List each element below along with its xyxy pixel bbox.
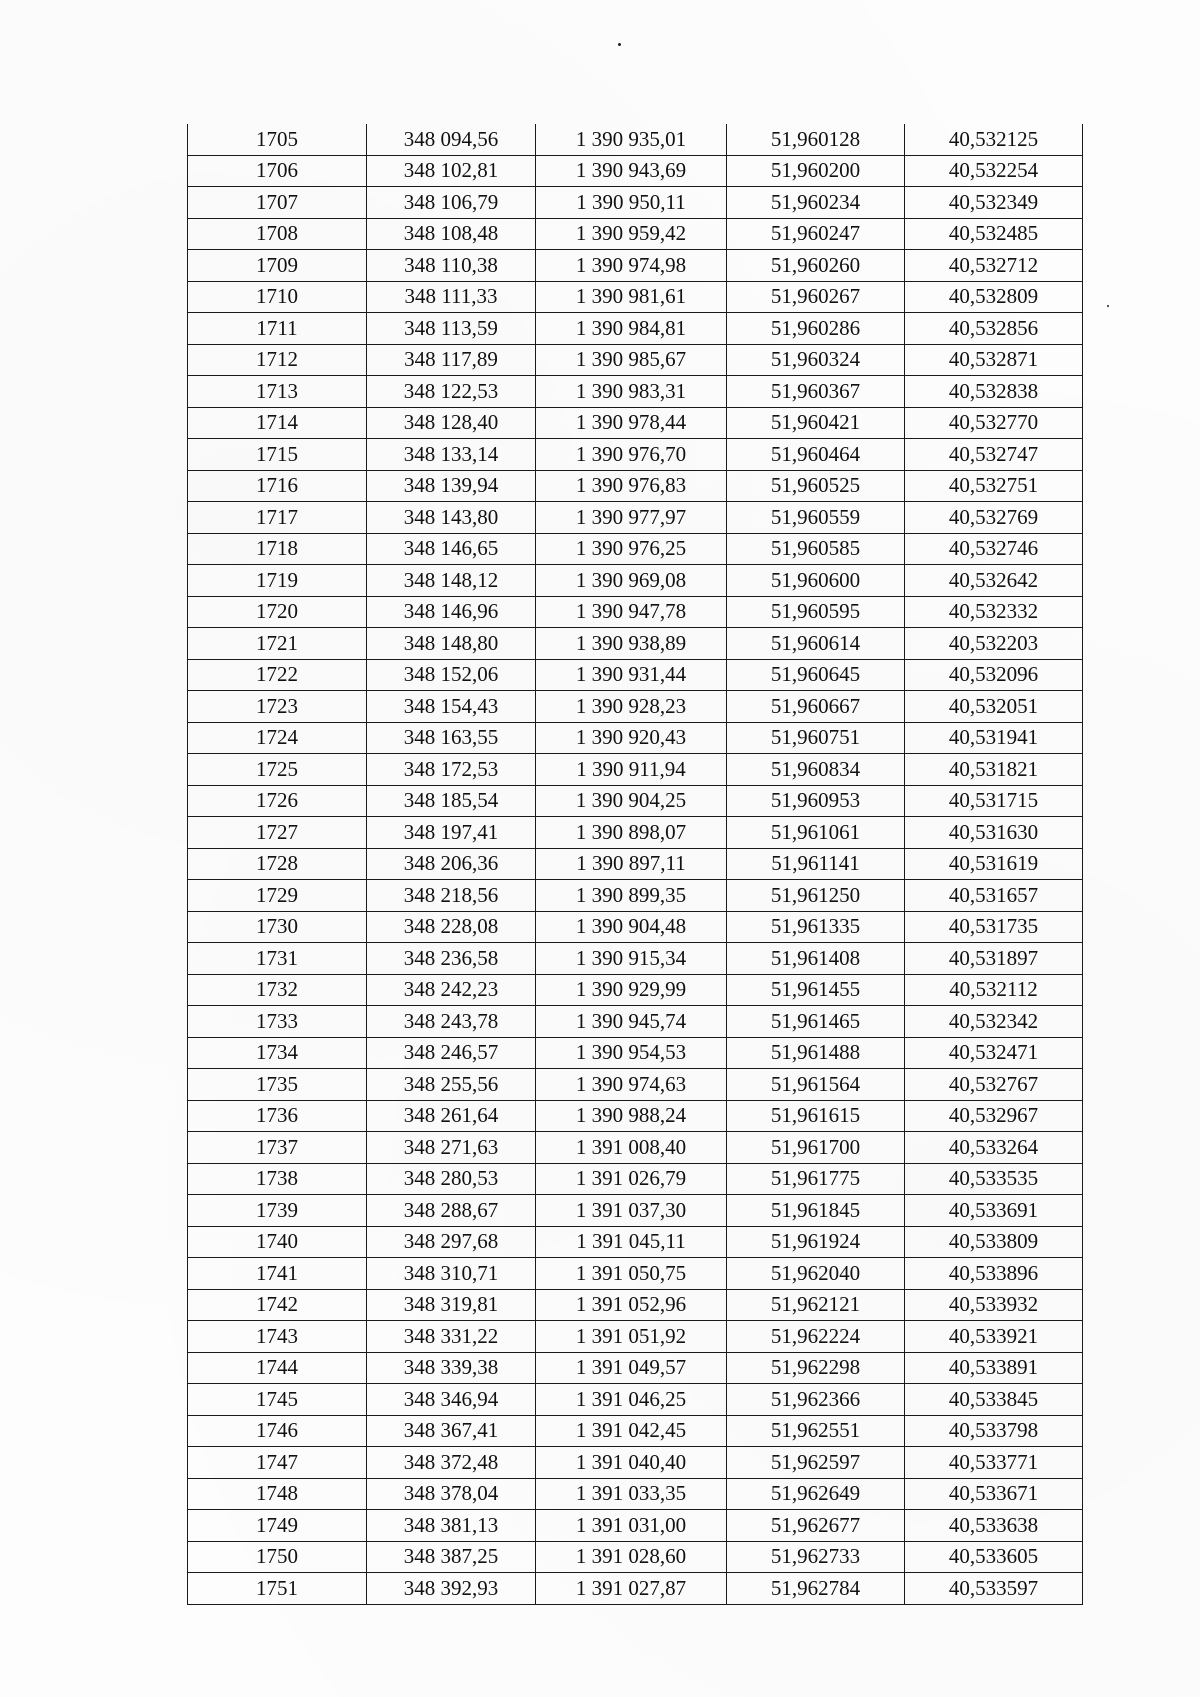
latitude-cell: 51,962677 <box>727 1510 905 1542</box>
point-number-cell: 1733 <box>188 1006 367 1038</box>
x-coordinate-cell: 348 113,59 <box>367 313 536 345</box>
longitude-cell: 40,532809 <box>905 281 1083 313</box>
latitude-cell: 51,960128 <box>727 124 905 155</box>
latitude-cell: 51,960953 <box>727 785 905 817</box>
y-coordinate-cell: 1 390 947,78 <box>536 596 727 628</box>
latitude-cell: 51,960267 <box>727 281 905 313</box>
point-number-cell: 1722 <box>188 659 367 691</box>
latitude-cell: 51,961465 <box>727 1006 905 1038</box>
point-number-cell: 1723 <box>188 691 367 723</box>
x-coordinate-cell: 348 133,14 <box>367 439 536 471</box>
x-coordinate-cell: 348 143,80 <box>367 502 536 534</box>
table-row <box>188 848 1083 880</box>
longitude-cell: 40,533638 <box>905 1510 1083 1542</box>
x-coordinate-cell: 348 102,81 <box>367 155 536 187</box>
point-number-cell: 1707 <box>188 187 367 219</box>
point-number-cell: 1730 <box>188 911 367 943</box>
point-number-cell: 1717 <box>188 502 367 534</box>
point-number-cell: 1726 <box>188 785 367 817</box>
table-row <box>188 1510 1083 1542</box>
x-coordinate-cell: 348 117,89 <box>367 344 536 376</box>
x-coordinate-cell: 348 346,94 <box>367 1384 536 1416</box>
y-coordinate-cell: 1 390 898,07 <box>536 817 727 849</box>
x-coordinate-cell: 348 154,43 <box>367 691 536 723</box>
latitude-cell: 51,961488 <box>727 1037 905 1069</box>
y-coordinate-cell: 1 391 037,30 <box>536 1195 727 1227</box>
longitude-cell: 40,532746 <box>905 533 1083 565</box>
table-row <box>188 1258 1083 1290</box>
table-row <box>188 596 1083 628</box>
longitude-cell: 40,532967 <box>905 1100 1083 1132</box>
y-coordinate-cell: 1 390 959,42 <box>536 218 727 250</box>
longitude-cell: 40,532342 <box>905 1006 1083 1038</box>
point-number-cell: 1724 <box>188 722 367 754</box>
x-coordinate-cell: 348 261,64 <box>367 1100 536 1132</box>
point-number-cell: 1725 <box>188 754 367 786</box>
y-coordinate-cell: 1 391 051,92 <box>536 1321 727 1353</box>
latitude-cell: 51,960367 <box>727 376 905 408</box>
latitude-cell: 51,960667 <box>727 691 905 723</box>
x-coordinate-cell: 348 246,57 <box>367 1037 536 1069</box>
longitude-cell: 40,533671 <box>905 1478 1083 1510</box>
y-coordinate-cell: 1 391 050,75 <box>536 1258 727 1290</box>
point-number-cell: 1712 <box>188 344 367 376</box>
longitude-cell: 40,533932 <box>905 1289 1083 1321</box>
table-row <box>188 439 1083 471</box>
longitude-cell: 40,533809 <box>905 1226 1083 1258</box>
table-row <box>188 155 1083 187</box>
y-coordinate-cell: 1 391 045,11 <box>536 1226 727 1258</box>
x-coordinate-cell: 348 128,40 <box>367 407 536 439</box>
y-coordinate-cell: 1 391 008,40 <box>536 1132 727 1164</box>
latitude-cell: 51,960234 <box>727 187 905 219</box>
latitude-cell: 51,962551 <box>727 1415 905 1447</box>
table-row <box>188 218 1083 250</box>
x-coordinate-cell: 348 108,48 <box>367 218 536 250</box>
y-coordinate-cell: 1 390 984,81 <box>536 313 727 345</box>
table-row <box>188 1069 1083 1101</box>
y-coordinate-cell: 1 390 985,67 <box>536 344 727 376</box>
x-coordinate-cell: 348 146,65 <box>367 533 536 565</box>
point-number-cell: 1737 <box>188 1132 367 1164</box>
longitude-cell: 40,532642 <box>905 565 1083 597</box>
point-number-cell: 1744 <box>188 1352 367 1384</box>
longitude-cell: 40,532769 <box>905 502 1083 534</box>
x-coordinate-cell: 348 297,68 <box>367 1226 536 1258</box>
table-row <box>188 1037 1083 1069</box>
latitude-cell: 51,960286 <box>727 313 905 345</box>
table-row <box>188 1132 1083 1164</box>
latitude-cell: 51,960324 <box>727 344 905 376</box>
latitude-cell: 51,960247 <box>727 218 905 250</box>
latitude-cell: 51,961775 <box>727 1163 905 1195</box>
point-number-cell: 1718 <box>188 533 367 565</box>
latitude-cell: 51,960464 <box>727 439 905 471</box>
y-coordinate-cell: 1 390 978,44 <box>536 407 727 439</box>
point-number-cell: 1716 <box>188 470 367 502</box>
longitude-cell: 40,532770 <box>905 407 1083 439</box>
latitude-cell: 51,961061 <box>727 817 905 849</box>
x-coordinate-cell: 348 197,41 <box>367 817 536 849</box>
latitude-cell: 51,962649 <box>727 1478 905 1510</box>
table-row <box>188 281 1083 313</box>
y-coordinate-cell: 1 390 988,24 <box>536 1100 727 1132</box>
y-coordinate-cell: 1 390 915,34 <box>536 943 727 975</box>
latitude-cell: 51,962224 <box>727 1321 905 1353</box>
longitude-cell: 40,532767 <box>905 1069 1083 1101</box>
x-coordinate-cell: 348 387,25 <box>367 1541 536 1573</box>
longitude-cell: 40,531897 <box>905 943 1083 975</box>
scan-speck <box>1107 305 1109 307</box>
x-coordinate-cell: 348 139,94 <box>367 470 536 502</box>
point-number-cell: 1709 <box>188 250 367 282</box>
y-coordinate-cell: 1 390 974,98 <box>536 250 727 282</box>
latitude-cell: 51,961700 <box>727 1132 905 1164</box>
longitude-cell: 40,533605 <box>905 1541 1083 1573</box>
latitude-cell: 51,962121 <box>727 1289 905 1321</box>
longitude-cell: 40,532838 <box>905 376 1083 408</box>
y-coordinate-cell: 1 390 928,23 <box>536 691 727 723</box>
point-number-cell: 1741 <box>188 1258 367 1290</box>
x-coordinate-cell: 348 243,78 <box>367 1006 536 1038</box>
point-number-cell: 1731 <box>188 943 367 975</box>
table-row <box>188 691 1083 723</box>
table-row <box>188 880 1083 912</box>
y-coordinate-cell: 1 391 031,00 <box>536 1510 727 1542</box>
table-row <box>188 974 1083 1006</box>
latitude-cell: 51,962597 <box>727 1447 905 1479</box>
latitude-cell: 51,960751 <box>727 722 905 754</box>
point-number-cell: 1740 <box>188 1226 367 1258</box>
longitude-cell: 40,532203 <box>905 628 1083 660</box>
latitude-cell: 51,961615 <box>727 1100 905 1132</box>
x-coordinate-cell: 348 367,41 <box>367 1415 536 1447</box>
x-coordinate-cell: 348 271,63 <box>367 1132 536 1164</box>
point-number-cell: 1749 <box>188 1510 367 1542</box>
table-row <box>188 659 1083 691</box>
longitude-cell: 40,531941 <box>905 722 1083 754</box>
table-row <box>188 754 1083 786</box>
y-coordinate-cell: 1 390 920,43 <box>536 722 727 754</box>
table-row <box>188 785 1083 817</box>
longitude-cell: 40,531821 <box>905 754 1083 786</box>
y-coordinate-cell: 1 390 945,74 <box>536 1006 727 1038</box>
longitude-cell: 40,533264 <box>905 1132 1083 1164</box>
longitude-cell: 40,533891 <box>905 1352 1083 1384</box>
table-row <box>188 1163 1083 1195</box>
latitude-cell: 51,961250 <box>727 880 905 912</box>
x-coordinate-cell: 348 242,23 <box>367 974 536 1006</box>
latitude-cell: 51,961455 <box>727 974 905 1006</box>
x-coordinate-cell: 348 146,96 <box>367 596 536 628</box>
point-number-cell: 1706 <box>188 155 367 187</box>
x-coordinate-cell: 348 110,38 <box>367 250 536 282</box>
longitude-cell: 40,531735 <box>905 911 1083 943</box>
table-row <box>188 1415 1083 1447</box>
point-number-cell: 1719 <box>188 565 367 597</box>
y-coordinate-cell: 1 390 899,35 <box>536 880 727 912</box>
longitude-cell: 40,532096 <box>905 659 1083 691</box>
latitude-cell: 51,960834 <box>727 754 905 786</box>
x-coordinate-cell: 348 148,80 <box>367 628 536 660</box>
longitude-cell: 40,532856 <box>905 313 1083 345</box>
longitude-cell: 40,532747 <box>905 439 1083 471</box>
point-number-cell: 1750 <box>188 1541 367 1573</box>
longitude-cell: 40,533798 <box>905 1415 1083 1447</box>
point-number-cell: 1745 <box>188 1384 367 1416</box>
y-coordinate-cell: 1 391 040,40 <box>536 1447 727 1479</box>
x-coordinate-cell: 348 228,08 <box>367 911 536 943</box>
point-number-cell: 1714 <box>188 407 367 439</box>
latitude-cell: 51,962366 <box>727 1384 905 1416</box>
x-coordinate-cell: 348 331,22 <box>367 1321 536 1353</box>
x-coordinate-cell: 348 163,55 <box>367 722 536 754</box>
y-coordinate-cell: 1 391 027,87 <box>536 1573 727 1605</box>
x-coordinate-cell: 348 372,48 <box>367 1447 536 1479</box>
latitude-cell: 51,961845 <box>727 1195 905 1227</box>
table-row <box>188 533 1083 565</box>
y-coordinate-cell: 1 390 950,11 <box>536 187 727 219</box>
table-row <box>188 1573 1083 1605</box>
table-row <box>188 344 1083 376</box>
table-row <box>188 1352 1083 1384</box>
point-number-cell: 1721 <box>188 628 367 660</box>
y-coordinate-cell: 1 390 954,53 <box>536 1037 727 1069</box>
table-row <box>188 1226 1083 1258</box>
point-number-cell: 1728 <box>188 848 367 880</box>
y-coordinate-cell: 1 390 981,61 <box>536 281 727 313</box>
latitude-cell: 51,960614 <box>727 628 905 660</box>
table-row <box>188 470 1083 502</box>
y-coordinate-cell: 1 390 943,69 <box>536 155 727 187</box>
table-row <box>188 1289 1083 1321</box>
y-coordinate-cell: 1 391 049,57 <box>536 1352 727 1384</box>
x-coordinate-cell: 348 106,79 <box>367 187 536 219</box>
longitude-cell: 40,533597 <box>905 1573 1083 1605</box>
table-row <box>188 1321 1083 1353</box>
point-number-cell: 1710 <box>188 281 367 313</box>
longitude-cell: 40,533771 <box>905 1447 1083 1479</box>
point-number-cell: 1729 <box>188 880 367 912</box>
latitude-cell: 51,960525 <box>727 470 905 502</box>
x-coordinate-cell: 348 280,53 <box>367 1163 536 1195</box>
longitude-cell: 40,533535 <box>905 1163 1083 1195</box>
point-number-cell: 1751 <box>188 1573 367 1605</box>
x-coordinate-cell: 348 288,67 <box>367 1195 536 1227</box>
longitude-cell: 40,532712 <box>905 250 1083 282</box>
longitude-cell: 40,531619 <box>905 848 1083 880</box>
x-coordinate-cell: 348 094,56 <box>367 124 536 155</box>
longitude-cell: 40,532112 <box>905 974 1083 1006</box>
x-coordinate-cell: 348 310,71 <box>367 1258 536 1290</box>
point-number-cell: 1713 <box>188 376 367 408</box>
point-number-cell: 1736 <box>188 1100 367 1132</box>
latitude-cell: 51,961335 <box>727 911 905 943</box>
table-row <box>188 1447 1083 1479</box>
y-coordinate-cell: 1 390 897,11 <box>536 848 727 880</box>
point-number-cell: 1747 <box>188 1447 367 1479</box>
table-row <box>188 407 1083 439</box>
point-number-cell: 1708 <box>188 218 367 250</box>
y-coordinate-cell: 1 390 904,25 <box>536 785 727 817</box>
table-row <box>188 1384 1083 1416</box>
point-number-cell: 1746 <box>188 1415 367 1447</box>
y-coordinate-cell: 1 391 033,35 <box>536 1478 727 1510</box>
point-number-cell: 1720 <box>188 596 367 628</box>
table-row <box>188 1541 1083 1573</box>
x-coordinate-cell: 348 378,04 <box>367 1478 536 1510</box>
latitude-cell: 51,961408 <box>727 943 905 975</box>
y-coordinate-cell: 1 390 976,70 <box>536 439 727 471</box>
x-coordinate-cell: 348 185,54 <box>367 785 536 817</box>
y-coordinate-cell: 1 390 977,97 <box>536 502 727 534</box>
longitude-cell: 40,533691 <box>905 1195 1083 1227</box>
table-row <box>188 187 1083 219</box>
y-coordinate-cell: 1 391 042,45 <box>536 1415 727 1447</box>
table-row <box>188 565 1083 597</box>
point-number-cell: 1735 <box>188 1069 367 1101</box>
point-number-cell: 1732 <box>188 974 367 1006</box>
table-row <box>188 911 1083 943</box>
latitude-cell: 51,960260 <box>727 250 905 282</box>
x-coordinate-cell: 348 255,56 <box>367 1069 536 1101</box>
x-coordinate-cell: 348 339,38 <box>367 1352 536 1384</box>
longitude-cell: 40,532125 <box>905 124 1083 155</box>
latitude-cell: 51,960200 <box>727 155 905 187</box>
longitude-cell: 40,533921 <box>905 1321 1083 1353</box>
point-number-cell: 1715 <box>188 439 367 471</box>
longitude-cell: 40,531657 <box>905 880 1083 912</box>
latitude-cell: 51,962298 <box>727 1352 905 1384</box>
y-coordinate-cell: 1 390 911,94 <box>536 754 727 786</box>
table-row <box>188 502 1083 534</box>
y-coordinate-cell: 1 390 976,83 <box>536 470 727 502</box>
table-row <box>188 1478 1083 1510</box>
latitude-cell: 51,961564 <box>727 1069 905 1101</box>
x-coordinate-cell: 348 172,53 <box>367 754 536 786</box>
x-coordinate-cell: 348 218,56 <box>367 880 536 912</box>
y-coordinate-cell: 1 390 904,48 <box>536 911 727 943</box>
longitude-cell: 40,531715 <box>905 785 1083 817</box>
latitude-cell: 51,960595 <box>727 596 905 628</box>
latitude-cell: 51,961141 <box>727 848 905 880</box>
y-coordinate-cell: 1 390 974,63 <box>536 1069 727 1101</box>
latitude-cell: 51,962784 <box>727 1573 905 1605</box>
table-row <box>188 943 1083 975</box>
longitude-cell: 40,532751 <box>905 470 1083 502</box>
latitude-cell: 51,960421 <box>727 407 905 439</box>
table-row <box>188 1195 1083 1227</box>
x-coordinate-cell: 348 381,13 <box>367 1510 536 1542</box>
x-coordinate-cell: 348 152,06 <box>367 659 536 691</box>
y-coordinate-cell: 1 390 931,44 <box>536 659 727 691</box>
point-number-cell: 1742 <box>188 1289 367 1321</box>
longitude-cell: 40,532349 <box>905 187 1083 219</box>
x-coordinate-cell: 348 206,36 <box>367 848 536 880</box>
table-row <box>188 722 1083 754</box>
table-row <box>188 376 1083 408</box>
x-coordinate-cell: 348 236,58 <box>367 943 536 975</box>
latitude-cell: 51,962040 <box>727 1258 905 1290</box>
scan-speck <box>618 43 621 46</box>
y-coordinate-cell: 1 390 969,08 <box>536 565 727 597</box>
y-coordinate-cell: 1 391 026,79 <box>536 1163 727 1195</box>
x-coordinate-cell: 348 111,33 <box>367 281 536 313</box>
y-coordinate-cell: 1 391 052,96 <box>536 1289 727 1321</box>
point-number-cell: 1734 <box>188 1037 367 1069</box>
longitude-cell: 40,532485 <box>905 218 1083 250</box>
latitude-cell: 51,962733 <box>727 1541 905 1573</box>
longitude-cell: 40,533845 <box>905 1384 1083 1416</box>
coordinates-table <box>187 124 1083 1605</box>
point-number-cell: 1738 <box>188 1163 367 1195</box>
point-number-cell: 1743 <box>188 1321 367 1353</box>
y-coordinate-cell: 1 390 935,01 <box>536 124 727 155</box>
x-coordinate-cell: 348 392,93 <box>367 1573 536 1605</box>
table-row <box>188 628 1083 660</box>
point-number-cell: 1711 <box>188 313 367 345</box>
y-coordinate-cell: 1 391 046,25 <box>536 1384 727 1416</box>
table-row <box>188 1006 1083 1038</box>
y-coordinate-cell: 1 390 983,31 <box>536 376 727 408</box>
y-coordinate-cell: 1 390 929,99 <box>536 974 727 1006</box>
table-row <box>188 313 1083 345</box>
point-number-cell: 1748 <box>188 1478 367 1510</box>
longitude-cell: 40,532471 <box>905 1037 1083 1069</box>
y-coordinate-cell: 1 391 028,60 <box>536 1541 727 1573</box>
x-coordinate-cell: 348 148,12 <box>367 565 536 597</box>
longitude-cell: 40,533896 <box>905 1258 1083 1290</box>
x-coordinate-cell: 348 319,81 <box>367 1289 536 1321</box>
longitude-cell: 40,532871 <box>905 344 1083 376</box>
latitude-cell: 51,960585 <box>727 533 905 565</box>
y-coordinate-cell: 1 390 976,25 <box>536 533 727 565</box>
longitude-cell: 40,532051 <box>905 691 1083 723</box>
x-coordinate-cell: 348 122,53 <box>367 376 536 408</box>
table-row <box>188 250 1083 282</box>
longitude-cell: 40,531630 <box>905 817 1083 849</box>
y-coordinate-cell: 1 390 938,89 <box>536 628 727 660</box>
table-row <box>188 817 1083 849</box>
point-number-cell: 1705 <box>188 124 367 155</box>
table-row <box>188 124 1083 155</box>
coordinates-table-body <box>188 124 1083 1604</box>
table-row <box>188 1100 1083 1132</box>
longitude-cell: 40,532332 <box>905 596 1083 628</box>
point-number-cell: 1727 <box>188 817 367 849</box>
latitude-cell: 51,960559 <box>727 502 905 534</box>
latitude-cell: 51,960645 <box>727 659 905 691</box>
point-number-cell: 1739 <box>188 1195 367 1227</box>
latitude-cell: 51,960600 <box>727 565 905 597</box>
longitude-cell: 40,532254 <box>905 155 1083 187</box>
latitude-cell: 51,961924 <box>727 1226 905 1258</box>
